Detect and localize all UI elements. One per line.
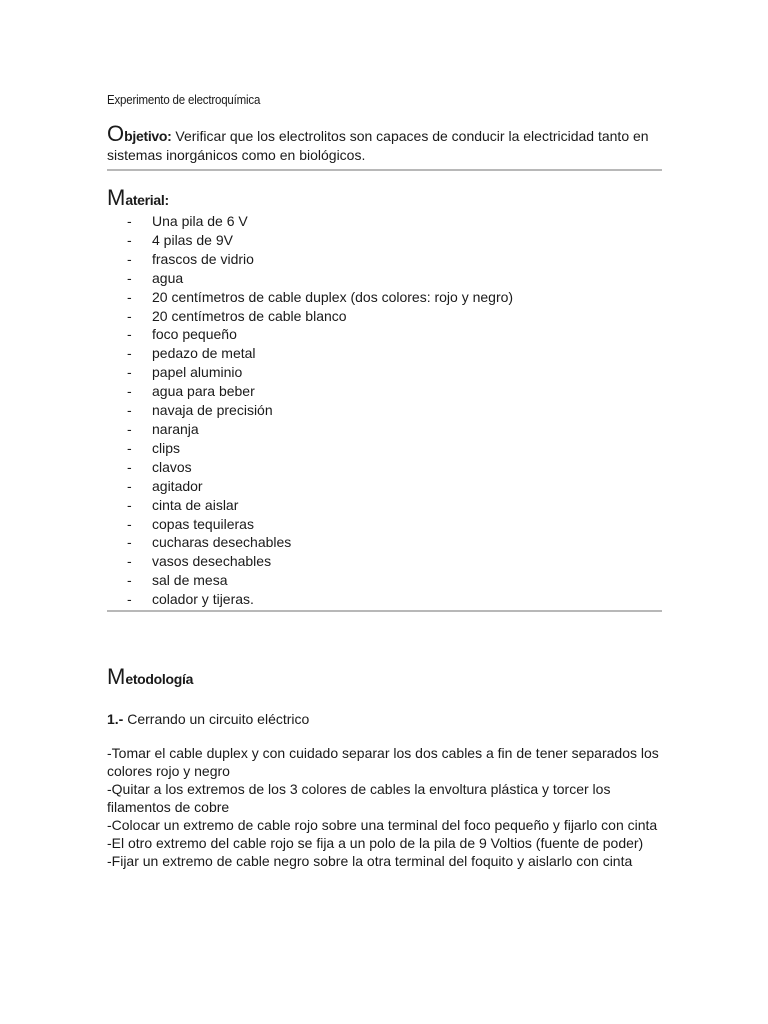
material-divider <box>107 610 662 612</box>
material-initial: M <box>107 185 126 210</box>
material-item <box>127 269 513 288</box>
material-item-text: cinta de aislar <box>152 496 239 513</box>
material-item-text: pedazo de metal <box>152 345 256 362</box>
material-item-text: vasos desechables <box>152 553 272 570</box>
methodology-initial: M <box>107 664 126 689</box>
methodology-heading <box>107 664 193 690</box>
objective-label: bjetivo: <box>124 128 172 144</box>
material-item <box>127 420 513 439</box>
list-bullet: - <box>127 307 132 324</box>
instruction-item: -Quitar a los extremos de los 3 colores de cables la envoltura plástica y torcer los filamentos de cobre <box>107 781 611 815</box>
instruction-item: -El otro extremo del cable rojo se fija a un polo de la pila de 9 Voltios (fuente de poder) <box>107 835 644 851</box>
material-item <box>127 382 513 401</box>
instruction-item: -Fijar un extremo de cable negro sobre la otra terminal del foquito y aislarlo con cinta <box>107 853 633 869</box>
material-item <box>127 363 513 382</box>
list-bullet: - <box>127 345 132 362</box>
list-bullet: - <box>127 231 132 248</box>
objective-section <box>107 121 663 165</box>
instruction-item: -Colocar un extremo de cable rojo sobre una terminal del foco pequeño y fijarlo con cinta <box>107 817 658 833</box>
material-item-text: clips <box>152 439 181 456</box>
material-item <box>127 477 513 496</box>
list-bullet: - <box>127 402 132 419</box>
list-bullet: - <box>127 383 132 400</box>
material-item <box>127 496 513 515</box>
material-item-text: Una pila de 6 V <box>152 213 248 229</box>
material-heading <box>107 185 169 211</box>
material-item-text: papel aluminio <box>152 364 243 381</box>
instruction-item: -Tomar el cable duplex y con cuidado separar los dos cables a fin de tener separados los colores rojo y negro <box>107 745 659 779</box>
list-bullet: - <box>127 364 132 381</box>
material-item <box>127 288 513 307</box>
material-item-text: foco pequeño <box>152 326 237 343</box>
material-item-text: 4 pilas de 9V <box>152 231 233 248</box>
material-item-text: clavos <box>152 458 192 475</box>
document-title: Experimento de electroquímica <box>107 93 261 107</box>
material-item-text: copas tequileras <box>152 515 254 532</box>
list-bullet: - <box>127 288 132 305</box>
material-item <box>127 231 513 250</box>
list-bullet: - <box>127 439 132 456</box>
material-item-text: agitador <box>152 477 203 494</box>
material-item <box>127 250 513 269</box>
list-bullet: - <box>127 326 132 343</box>
methodology-label: etodología <box>125 671 194 687</box>
material-item-text: navaja de precisión <box>152 402 273 419</box>
material-item <box>127 533 513 552</box>
instruction-list <box>107 744 663 870</box>
material-item-text: frascos de vidrio <box>152 250 254 267</box>
material-item-text: colador y tijeras. <box>152 591 254 608</box>
list-bullet: - <box>127 515 132 532</box>
material-item-text: sal de mesa <box>152 572 228 589</box>
step-number: 1.- <box>107 711 124 727</box>
material-item-text: 20 centímetros de cable duplex (dos colores: rojo y negro) <box>152 288 514 305</box>
material-label: aterial: <box>125 192 169 208</box>
material-item <box>127 590 513 609</box>
list-bullet: - <box>127 269 132 286</box>
material-item-text: cucharas desechables <box>152 534 292 551</box>
list-bullet: - <box>127 496 132 513</box>
list-bullet: - <box>127 420 132 437</box>
list-bullet: - <box>127 250 132 267</box>
objective-text: Verificar que los electrolitos son capaces de conducir la electricidad tanto en sistemas inorgánicos como en biológicos. <box>107 128 649 163</box>
material-item-text: naranja <box>152 420 199 437</box>
material-item <box>127 344 513 363</box>
material-item <box>127 401 513 420</box>
material-item <box>127 571 513 590</box>
objective-initial: O <box>107 121 125 146</box>
material-item-text: agua <box>152 269 184 286</box>
material-item-text: agua para beber <box>152 383 255 400</box>
list-bullet: - <box>127 477 132 494</box>
list-bullet: - <box>127 572 132 589</box>
material-item-text: 20 centímetros de cable blanco <box>152 307 347 324</box>
material-item <box>127 458 513 477</box>
list-bullet: - <box>127 534 132 551</box>
list-bullet: - <box>127 553 132 570</box>
material-item <box>127 515 513 534</box>
step-heading <box>107 710 309 728</box>
list-bullet: - <box>127 458 132 475</box>
material-item <box>127 552 513 571</box>
objective-divider <box>107 169 662 171</box>
material-item <box>127 212 513 231</box>
material-item <box>127 439 513 458</box>
step-title: Cerrando un circuito eléctrico <box>127 711 310 727</box>
material-list <box>127 212 513 609</box>
material-item <box>127 325 513 344</box>
material-item <box>127 307 513 326</box>
list-bullet: - <box>127 213 132 229</box>
list-bullet: - <box>127 591 132 608</box>
